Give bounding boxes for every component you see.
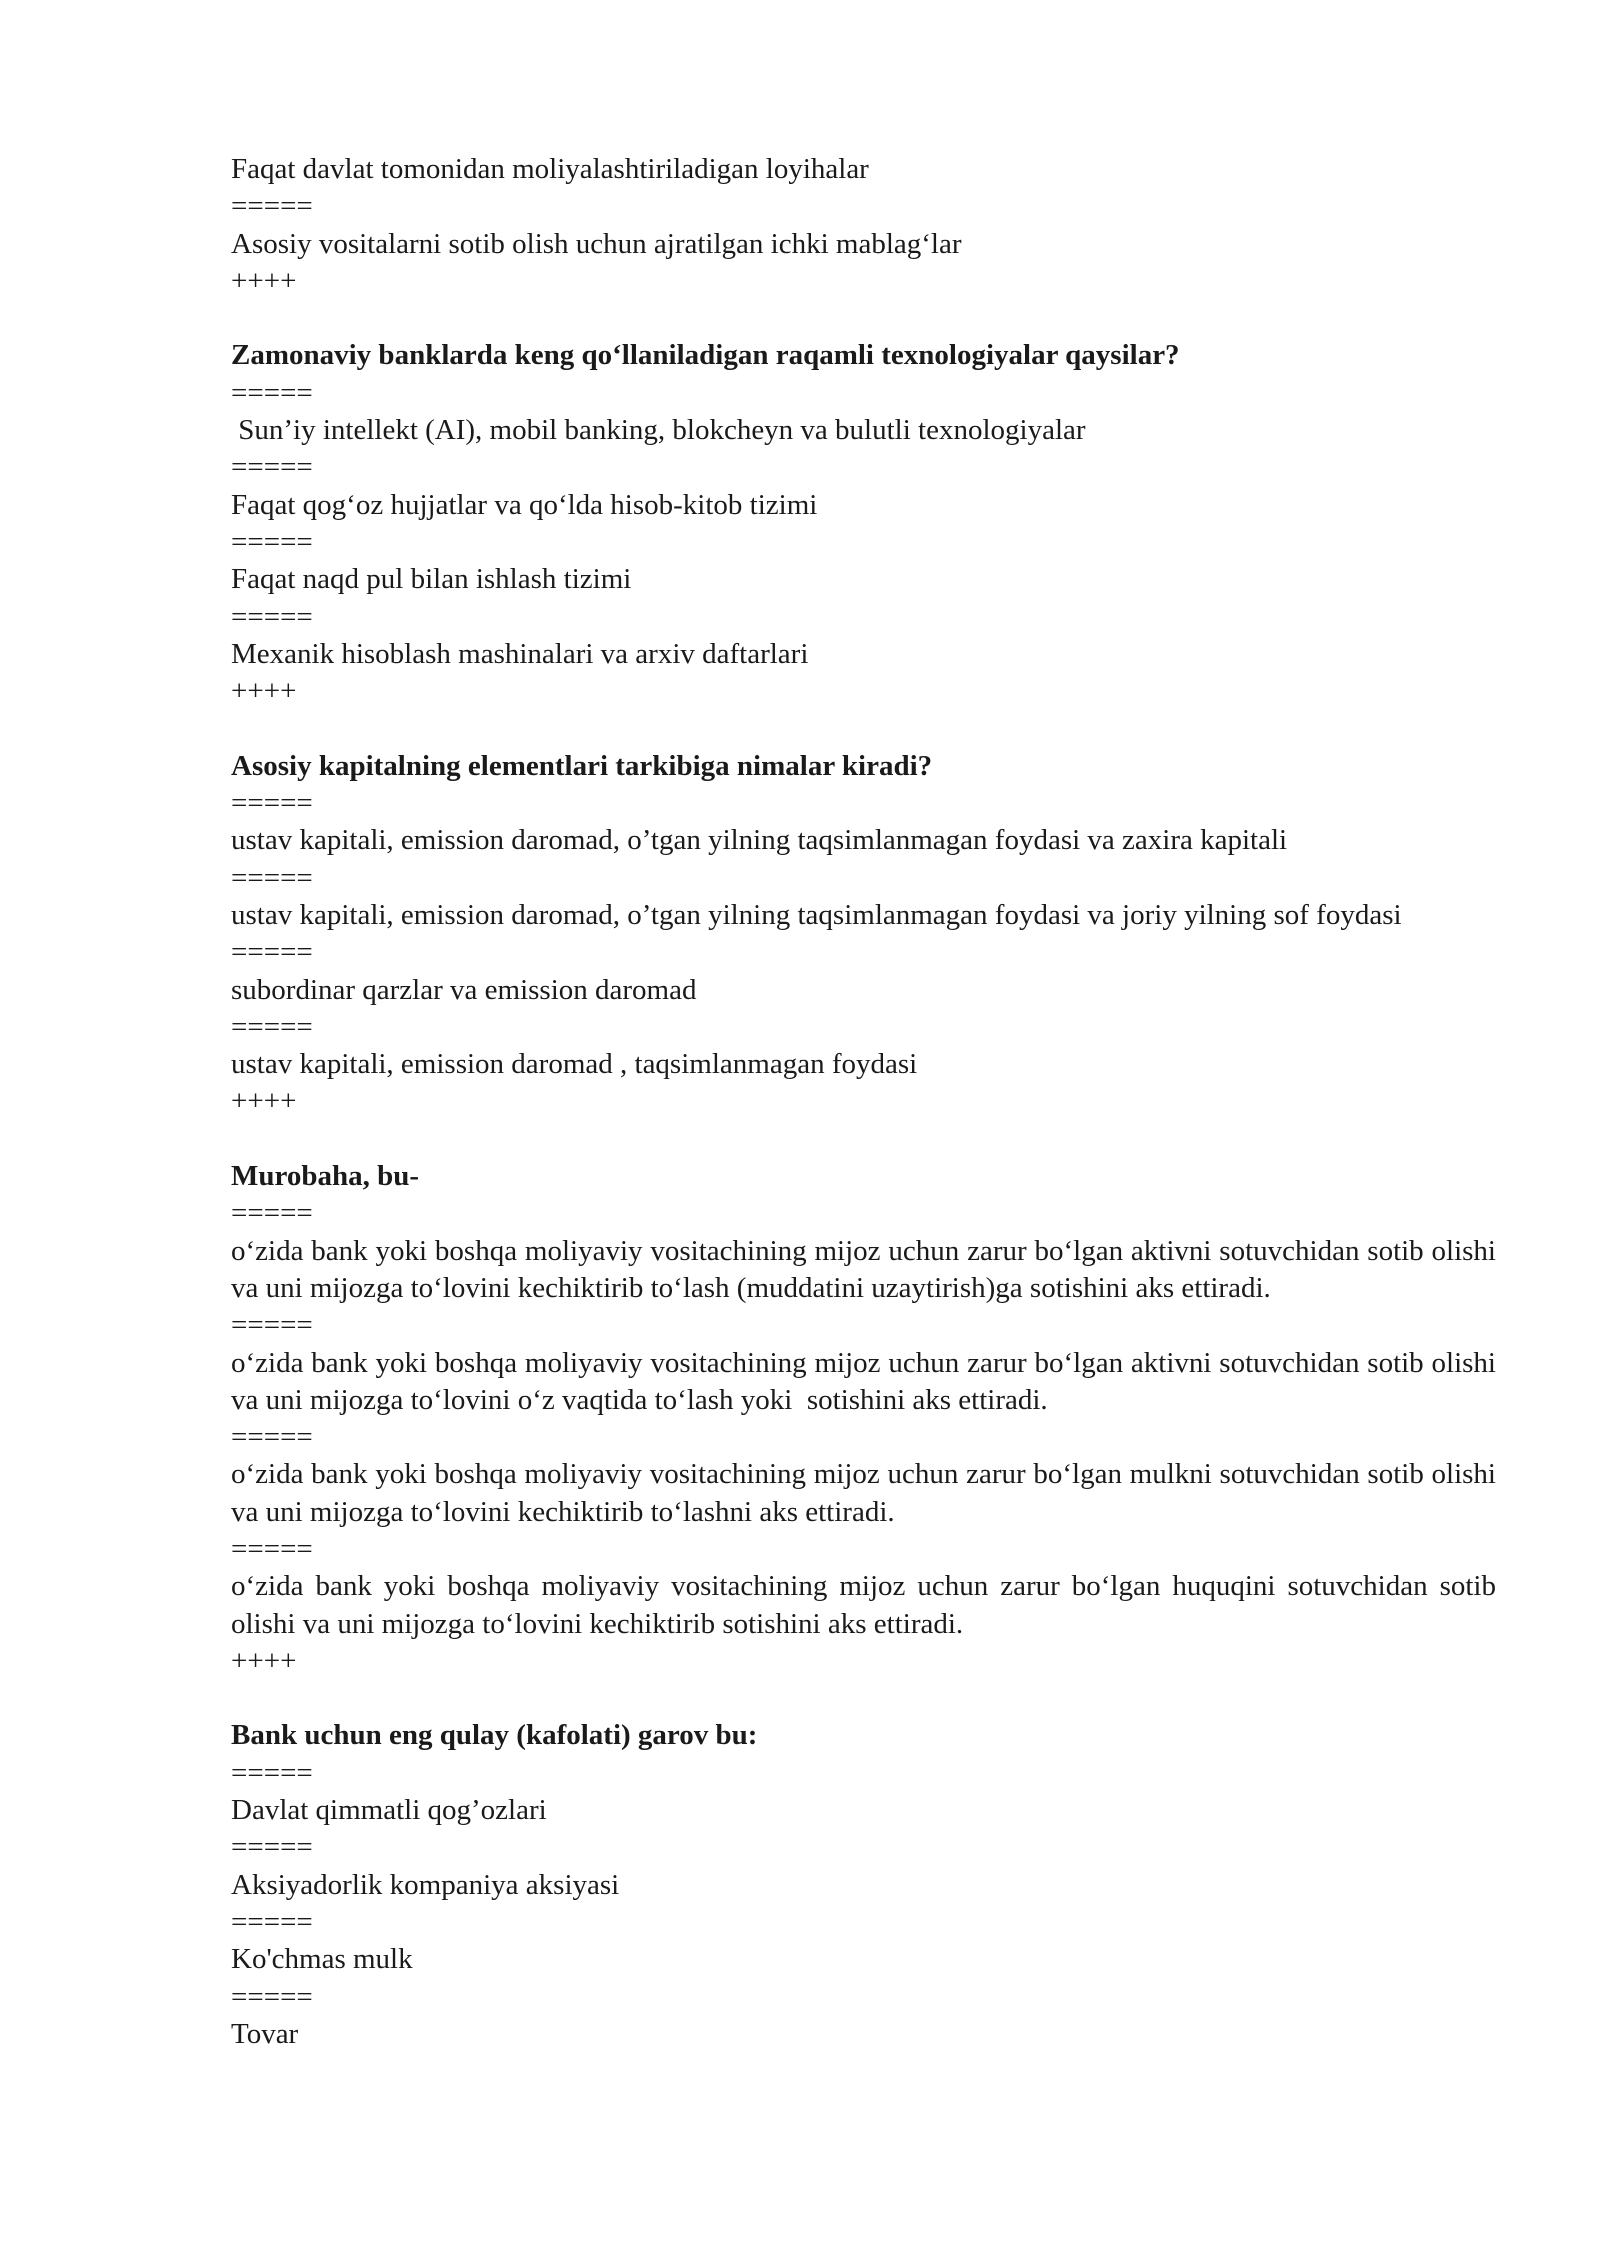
option-text: Sun’iy intellekt (AI), mobil banking, blokcheyn va bulutli texnologiyalar xyxy=(231,414,1086,447)
option-separator: ===== xyxy=(231,600,313,633)
option-text: o‘zida bank yoki boshqa moliyaviy vositachining mijoz uchun zarur bo‘lgan mulkni sotuvchidan sotib olishi va uni mijozga to‘lovini kechiktirib to‘lashni aks ettiradi. xyxy=(231,1458,1504,1528)
option-separator: ===== xyxy=(231,1197,313,1230)
option-separator: ===== xyxy=(231,451,313,484)
blank-line xyxy=(231,1121,1496,1158)
option-separator: ===== xyxy=(231,861,313,894)
option-text: o‘zida bank yoki boshqa moliyaviy vositachining mijoz uchun zarur bo‘lgan huquqini sotuvchidan sotib olishi va uni mijozga to‘lovini kechiktirib sotishini aks ettiradi. xyxy=(231,1570,1504,1640)
blank-line xyxy=(231,710,1496,747)
option-separator: ===== xyxy=(231,190,313,223)
option-separator: ===== xyxy=(231,1421,313,1454)
option-text: Asosiy vositalarni sotib olish uchun ajratilgan ichki mablag‘lar xyxy=(231,227,962,260)
option-separator: ===== xyxy=(231,1532,313,1565)
option-text: o‘zida bank yoki boshqa moliyaviy vositachining mijoz uchun zarur bo‘lgan aktivni sotuvchidan sotib olishi va uni mijozga to‘lovini kechiktirib to‘lash (muddatini uzaytirish)ga sotishini aks ettiradi. xyxy=(231,1234,1504,1304)
document-page xyxy=(231,151,1504,2053)
option-separator: ===== xyxy=(231,1756,313,1789)
question-separator: ++++ xyxy=(231,1085,297,1118)
blank-line xyxy=(231,300,1496,337)
question-title: Bank uchun eng qulay (kafolati) garov bu: xyxy=(231,1719,758,1752)
option-separator: ===== xyxy=(231,1905,313,1938)
question-separator: ++++ xyxy=(231,675,297,708)
option-separator: ===== xyxy=(231,1010,313,1043)
option-text: Tovar xyxy=(231,2017,299,2050)
question-separator: ++++ xyxy=(231,1644,297,1677)
option-text: ustav kapitali, emission daromad, o’tgan yilning taqsimlanmagan foydasi va joriy yilning sof foydasi xyxy=(231,898,1402,931)
option-text: Davlat qimmatli qog’ozlari xyxy=(231,1794,547,1827)
option-separator: ===== xyxy=(231,787,313,820)
option-text: ustav kapitali, emission daromad, o’tgan yilning taqsimlanmagan foydasi va zaxira kapitali xyxy=(231,824,1288,857)
option-text: o‘zida bank yoki boshqa moliyaviy vositachining mijoz uchun zarur bo‘lgan aktivni sotuvchidan sotib olishi va uni mijozga to‘lovini o‘z vaqtida to‘lash yoki sotishini aks ettiradi. xyxy=(231,1346,1504,1416)
option-text: ustav kapitali, emission daromad , taqsimlanmagan foydasi xyxy=(231,1048,918,1081)
blank-line xyxy=(231,1680,1496,1717)
option-separator: ===== xyxy=(231,1980,313,2013)
option-text: Aksiyadorlik kompaniya aksiyasi xyxy=(231,1868,620,1901)
question-title: Asosiy kapitalning elementlari tarkibiga nimalar kiradi? xyxy=(231,749,933,782)
option-text: Faqat qog‘oz hujjatlar va qo‘lda hisob-kitob tizimi xyxy=(231,488,818,521)
option-separator: ===== xyxy=(231,376,313,409)
option-text: Faqat naqd pul bilan ishlash tizimi xyxy=(231,563,632,596)
option-separator: ===== xyxy=(231,1309,313,1342)
option-text: Ko'chmas mulk xyxy=(231,1943,413,1976)
option-separator: ===== xyxy=(231,936,313,969)
option-separator: ===== xyxy=(231,525,313,558)
option-separator: ===== xyxy=(231,1831,313,1864)
option-text: subordinar qarzlar va emission daromad xyxy=(231,973,697,1006)
option-text: Faqat davlat tomonidan moliyalashtiriladigan loyihalar xyxy=(231,153,869,185)
question-title: Zamonaviy banklarda keng qo‘llaniladigan raqamli texnologiyalar qaysilar? xyxy=(231,339,1180,372)
option-text: Mexanik hisoblash mashinalari va arxiv daftarlari xyxy=(231,637,809,670)
question-separator: ++++ xyxy=(231,264,297,297)
question-title: Murobaha, bu- xyxy=(231,1160,420,1193)
